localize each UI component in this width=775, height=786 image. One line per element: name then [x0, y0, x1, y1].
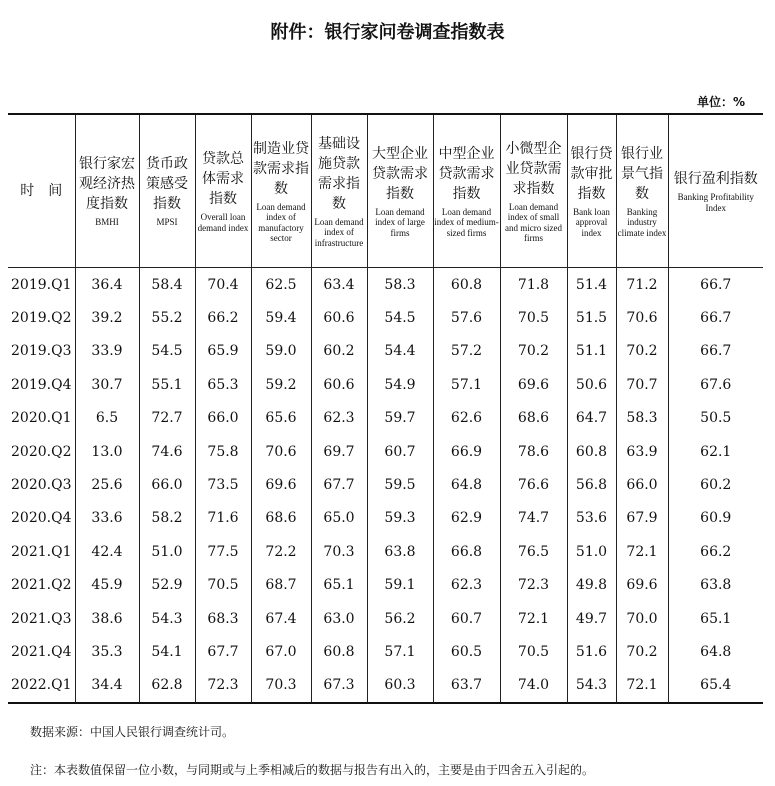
column-header — [8, 114, 75, 268]
index-value-cell: 70.2 — [500, 335, 567, 368]
period-cell: 2019.Q1 — [8, 268, 75, 302]
index-value-cell: 74.0 — [500, 669, 567, 703]
index-value-cell: 71.8 — [500, 268, 567, 302]
index-value-cell: 42.4 — [75, 535, 139, 568]
column-header-zh: 时 间 — [20, 183, 63, 199]
index-value-cell: 72.3 — [500, 569, 567, 602]
column-header — [500, 114, 567, 268]
column-header-en: Bank loan approval index — [573, 206, 610, 238]
period-cell: 2019.Q2 — [8, 301, 75, 334]
index-value-cell: 60.6 — [311, 301, 367, 334]
column-header-en: BMHI — [95, 217, 119, 228]
table-row — [8, 535, 763, 568]
index-value-cell: 67.7 — [195, 635, 251, 668]
index-value-cell: 70.7 — [616, 368, 668, 401]
index-value-cell: 69.6 — [500, 368, 567, 401]
index-value-cell: 66.8 — [433, 535, 500, 568]
index-value-cell: 74.7 — [500, 502, 567, 535]
footnote: 注：本表数值保留一位小数，与同期或与上季相减后的数据与报告有出入的，主要是由于四舍五入引起的。 — [30, 763, 595, 777]
index-value-cell: 72.7 — [139, 402, 195, 435]
index-value-cell: 63.0 — [311, 602, 367, 635]
table-body — [8, 268, 763, 704]
index-value-cell: 55.1 — [139, 368, 195, 401]
index-value-cell: 51.1 — [567, 335, 616, 368]
index-value-cell: 76.5 — [500, 535, 567, 568]
period-cell: 2022.Q1 — [8, 669, 75, 703]
index-value-cell: 62.1 — [700, 443, 732, 460]
index-value-cell: 72.1 — [616, 669, 668, 703]
table-header-row — [8, 114, 763, 268]
index-value-cell: 62.3 — [433, 569, 500, 602]
index-value-cell: 56.2 — [367, 602, 433, 635]
index-value-cell: 54.5 — [367, 301, 433, 334]
index-value-cell: 51.4 — [567, 268, 616, 302]
index-value-cell: 70.3 — [251, 669, 311, 703]
index-value-cell: 45.9 — [75, 569, 139, 602]
index-value-cell: 68.6 — [500, 402, 567, 435]
index-value-cell: 54.9 — [367, 368, 433, 401]
index-value-cell: 60.7 — [367, 435, 433, 468]
column-header-zh: 中型企业贷款需求指数 — [438, 145, 495, 202]
column-header-zh: 银行业景气指数 — [621, 145, 663, 202]
index-value-cell: 62.9 — [433, 502, 500, 535]
index-value-cell: 64.7 — [567, 402, 616, 435]
index-value-cell: 70.6 — [616, 301, 668, 334]
index-value-cell: 68.7 — [251, 569, 311, 602]
table-row — [8, 335, 763, 368]
period-cell: 2019.Q3 — [8, 335, 75, 368]
column-header-en: Loan demand index of infrastructure — [314, 216, 364, 248]
index-value-cell: 66.0 — [139, 468, 195, 501]
index-value-cell: 54.1 — [139, 635, 195, 668]
index-value-cell: 13.0 — [75, 435, 139, 468]
column-header-zh: 贷款总体需求指数 — [202, 151, 244, 207]
table-row — [8, 669, 763, 703]
index-value-cell: 78.6 — [500, 435, 567, 468]
table-row — [8, 468, 763, 501]
table-row — [8, 602, 763, 635]
column-header — [567, 114, 616, 268]
period-cell: 2021.Q3 — [8, 602, 75, 635]
index-value-cell: 70.5 — [500, 635, 567, 668]
index-value-cell: 57.2 — [433, 335, 500, 368]
table-row — [8, 435, 763, 468]
index-value-cell: 54.5 — [139, 335, 195, 368]
index-value-cell: 63.9 — [616, 435, 668, 468]
index-value-cell: 67.6 — [700, 376, 732, 393]
index-value-cell: 63.8 — [700, 577, 732, 594]
index-value-cell: 60.3 — [367, 669, 433, 703]
index-value-cell: 66.7 — [700, 276, 732, 293]
index-value-cell: 71.2 — [616, 268, 668, 302]
index-value-cell: 57.1 — [433, 368, 500, 401]
index-value-cell: 60.8 — [567, 435, 616, 468]
index-value-cell: 70.5 — [500, 301, 567, 334]
index-value-cell: 74.6 — [139, 435, 195, 468]
column-header-en: Loan demand index of small and micro sized firms — [505, 201, 562, 243]
index-value-cell: 50.5 — [700, 410, 732, 427]
index-value-cell: 57.6 — [433, 301, 500, 334]
index-value-cell: 67.7 — [311, 468, 367, 501]
period-cell: 2020.Q3 — [8, 468, 75, 501]
index-value-cell: 65.3 — [195, 368, 251, 401]
bank-survey-index-table — [8, 113, 763, 704]
index-value-cell: 35.3 — [75, 635, 139, 668]
column-header-zh: 制造业贷款需求指数 — [253, 140, 309, 197]
index-value-cell: 70.6 — [251, 435, 311, 468]
index-value-cell: 54.3 — [139, 602, 195, 635]
index-value-cell: 60.6 — [311, 368, 367, 401]
column-header-en: Loan demand index of manufactory sector — [256, 201, 306, 243]
index-value-cell: 33.6 — [75, 502, 139, 535]
index-value-cell: 76.6 — [500, 468, 567, 501]
column-header — [367, 114, 433, 268]
index-value-cell: 53.6 — [567, 502, 616, 535]
period-cell: 2020.Q2 — [8, 435, 75, 468]
index-value-cell: 54.3 — [567, 669, 616, 703]
data-source-note: 数据来源：中国人民银行调查统计司。 — [30, 725, 235, 739]
column-header-en: MPSI — [156, 217, 178, 228]
index-value-cell: 63.8 — [367, 535, 433, 568]
index-value-cell: 54.4 — [367, 335, 433, 368]
index-value-cell: 64.8 — [700, 643, 732, 660]
index-value-cell: 65.0 — [311, 502, 367, 535]
table-row — [8, 301, 763, 334]
index-value-cell: 65.4 — [700, 677, 732, 694]
column-header-zh: 基础设施贷款需求指数 — [318, 135, 360, 212]
column-header-zh: 大型企业贷款需求指数 — [372, 145, 428, 202]
index-value-cell: 58.3 — [367, 268, 433, 302]
index-value-cell: 67.3 — [311, 669, 367, 703]
column-header-en: Banking Profitability Index — [677, 192, 754, 213]
document-title: 附件：银行家问卷调查指数表 — [270, 22, 505, 43]
index-value-cell: 70.4 — [195, 268, 251, 302]
index-value-cell: 71.6 — [195, 502, 251, 535]
column-header-en: Loan demand index of medium-sized firms — [434, 206, 499, 238]
index-value-cell: 66.2 — [700, 543, 732, 560]
index-value-cell: 58.3 — [616, 402, 668, 435]
index-value-cell: 51.6 — [567, 635, 616, 668]
index-value-cell: 75.8 — [195, 435, 251, 468]
column-header — [311, 114, 367, 268]
index-value-cell: 52.9 — [139, 569, 195, 602]
index-value-cell: 59.3 — [367, 502, 433, 535]
index-value-cell: 66.2 — [195, 301, 251, 334]
column-header-zh: 银行贷款审批指数 — [570, 145, 613, 202]
index-value-cell: 62.5 — [251, 268, 311, 302]
index-value-cell: 49.8 — [567, 569, 616, 602]
index-value-cell: 59.4 — [251, 301, 311, 334]
index-value-cell: 59.1 — [367, 569, 433, 602]
index-value-cell: 65.9 — [195, 335, 251, 368]
index-value-cell: 73.5 — [195, 468, 251, 501]
index-value-cell: 62.8 — [139, 669, 195, 703]
table-row — [8, 268, 763, 302]
index-value-cell: 65.1 — [700, 610, 732, 627]
index-value-cell: 70.3 — [311, 535, 367, 568]
column-header — [668, 114, 763, 268]
index-value-cell: 72.1 — [500, 602, 567, 635]
index-value-cell: 69.7 — [311, 435, 367, 468]
index-value-cell: 57.1 — [367, 635, 433, 668]
column-header — [433, 114, 500, 268]
index-value-cell: 70.2 — [616, 335, 668, 368]
index-value-cell: 60.2 — [311, 335, 367, 368]
period-cell: 2020.Q4 — [8, 502, 75, 535]
table-row — [8, 402, 763, 435]
column-header — [251, 114, 311, 268]
period-cell: 2021.Q4 — [8, 635, 75, 668]
index-value-cell: 60.8 — [311, 635, 367, 668]
column-header-zh: 银行家宏观经济热度指数 — [79, 156, 135, 213]
index-value-cell: 60.9 — [700, 510, 732, 527]
index-value-cell: 64.8 — [433, 468, 500, 501]
column-header-zh: 小微型企业贷款需求指数 — [505, 140, 562, 197]
index-value-cell: 70.2 — [616, 635, 668, 668]
index-value-cell: 65.6 — [251, 402, 311, 435]
table-row — [8, 569, 763, 602]
index-value-cell: 60.8 — [433, 268, 500, 302]
index-value-cell: 62.3 — [311, 402, 367, 435]
index-value-cell: 66.0 — [195, 402, 251, 435]
column-header — [616, 114, 668, 268]
index-value-cell: 55.2 — [139, 301, 195, 334]
column-header — [195, 114, 251, 268]
index-value-cell: 66.9 — [433, 435, 500, 468]
table-row — [8, 368, 763, 401]
index-value-cell: 58.2 — [139, 502, 195, 535]
index-value-cell: 67.9 — [616, 502, 668, 535]
index-value-cell: 68.3 — [195, 602, 251, 635]
index-value-cell: 69.6 — [616, 569, 668, 602]
index-value-cell: 33.9 — [75, 335, 139, 368]
index-value-cell: 67.0 — [251, 635, 311, 668]
column-header-en: Overall loan demand index — [197, 212, 249, 233]
index-value-cell: 72.3 — [195, 669, 251, 703]
index-value-cell: 36.4 — [75, 268, 139, 302]
index-value-cell: 34.4 — [75, 669, 139, 703]
index-value-cell: 67.4 — [251, 602, 311, 635]
index-value-cell: 50.6 — [567, 368, 616, 401]
index-value-cell: 30.7 — [75, 368, 139, 401]
index-value-cell: 51.5 — [567, 301, 616, 334]
column-header-en: Banking industry climate index — [617, 206, 667, 238]
column-header — [139, 114, 195, 268]
column-header-en: Loan demand index of large firms — [375, 206, 425, 238]
index-value-cell: 58.4 — [139, 268, 195, 302]
index-value-cell: 62.6 — [433, 402, 500, 435]
table-row — [8, 502, 763, 535]
column-header — [75, 114, 139, 268]
index-value-cell: 60.7 — [433, 602, 500, 635]
index-value-cell: 38.6 — [75, 602, 139, 635]
index-value-cell: 66.7 — [700, 310, 732, 327]
column-header-zh: 货币政策感受指数 — [146, 156, 188, 213]
index-value-cell: 63.7 — [433, 669, 500, 703]
index-value-cell: 51.0 — [139, 535, 195, 568]
unit-label: 单位：% — [696, 95, 745, 109]
index-value-cell: 65.1 — [311, 569, 367, 602]
index-value-cell: 25.6 — [75, 468, 139, 501]
index-value-cell: 66.7 — [700, 343, 732, 360]
index-value-cell: 39.2 — [75, 301, 139, 334]
period-cell: 2021.Q2 — [8, 569, 75, 602]
index-value-cell: 59.5 — [367, 468, 433, 501]
index-value-cell: 51.0 — [567, 535, 616, 568]
index-value-cell: 63.4 — [311, 268, 367, 302]
index-value-cell: 59.2 — [251, 368, 311, 401]
index-value-cell: 59.7 — [367, 402, 433, 435]
period-cell: 2020.Q1 — [8, 402, 75, 435]
index-value-cell: 70.0 — [616, 602, 668, 635]
index-value-cell: 72.2 — [251, 535, 311, 568]
index-value-cell: 68.6 — [251, 502, 311, 535]
period-cell: 2019.Q4 — [8, 368, 75, 401]
index-value-cell: 70.5 — [195, 569, 251, 602]
index-value-cell: 60.2 — [700, 477, 732, 494]
table-row — [8, 635, 763, 668]
period-cell: 2021.Q1 — [8, 535, 75, 568]
column-header-zh: 银行盈利指数 — [673, 171, 758, 187]
index-value-cell: 6.5 — [75, 402, 139, 435]
index-value-cell: 72.1 — [616, 535, 668, 568]
index-value-cell: 60.5 — [433, 635, 500, 668]
index-value-cell: 77.5 — [195, 535, 251, 568]
index-value-cell: 49.7 — [567, 602, 616, 635]
index-value-cell: 59.0 — [251, 335, 311, 368]
index-value-cell: 66.0 — [616, 468, 668, 501]
index-value-cell: 69.6 — [251, 468, 311, 501]
index-value-cell: 56.8 — [567, 468, 616, 501]
